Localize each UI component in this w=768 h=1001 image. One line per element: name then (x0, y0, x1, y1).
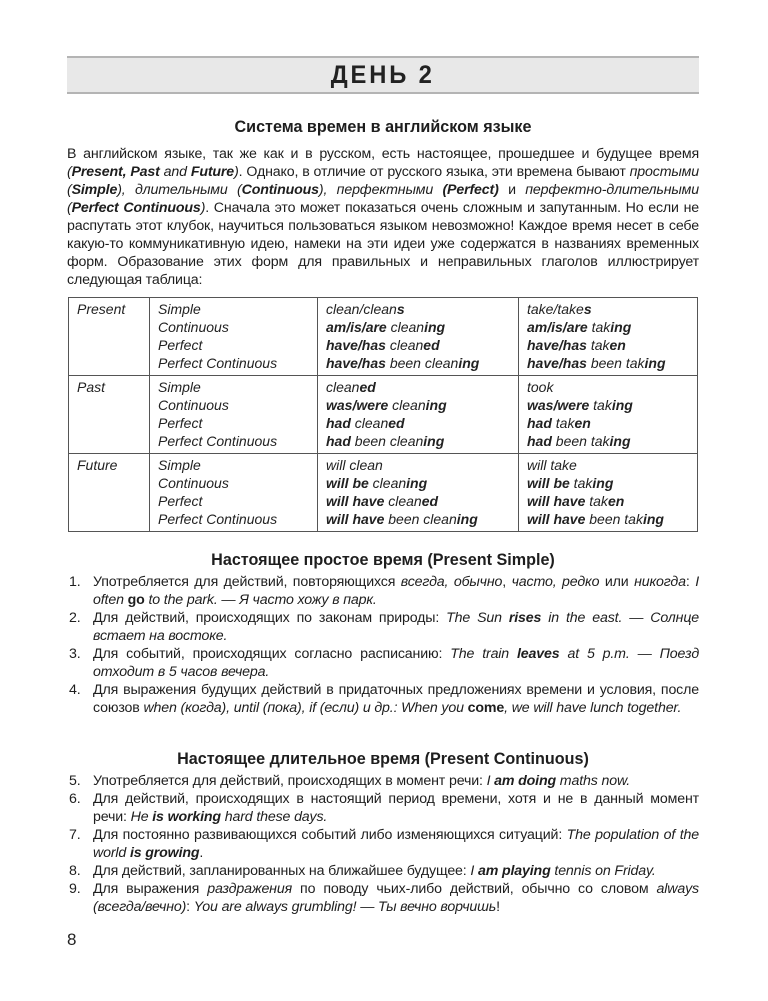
list-item: 1. Употребляется для действий, повторяющихся всегда, обычно, часто, редко или никогда: I often go to the park. — Я часто хожу в парк. (69, 574, 699, 608)
present-simple-usage-list (67, 573, 699, 717)
regular-verb-cell: cleaned was/were cleaning had cleaned had been cleaning (318, 376, 519, 454)
aspect-cell: Simple Continuous Perfect Perfect Continuous (150, 454, 318, 532)
list-item-number: 5. (69, 773, 81, 789)
list-item: 6. Для действий, происходящих в настоящий период времени, хотя и не в данный момент речи: He is working hard these days. (69, 791, 699, 825)
irregular-verb-cell: took was/were taking had taken had been taking (519, 376, 698, 454)
list-item-number: 6. (69, 791, 81, 807)
list-item-number: 7. (69, 827, 81, 843)
tense-cell: Past (69, 376, 150, 454)
tense-formation-table (68, 297, 698, 532)
table-row (69, 298, 698, 376)
tense-cell: Present (69, 298, 150, 376)
irregular-verb-cell: take/takes am/is/are taking have/has taken have/has been taking (519, 298, 698, 376)
irregular-verb-cell: will take will be taking will have taken will have been taking (519, 454, 698, 532)
page-number: 8 (67, 930, 77, 949)
day-title: ДЕНЬ 2 (331, 60, 435, 89)
tense-cell: Future (69, 454, 150, 532)
table-row (69, 376, 698, 454)
regular-verb-cell: clean/cleans am/is/are cleaning have/has cleaned have/has been cleaning (318, 298, 519, 376)
list-item-number: 3. (69, 646, 81, 662)
present-continuous-usage-list (67, 772, 699, 916)
section-heading-present-simple: Настоящее простое время (Present Simple) (211, 550, 555, 569)
section-heading-present-continuous: Настоящее длительное время (Present Continuous) (177, 749, 589, 768)
regular-verb-cell: will clean will be cleaning will have cleaned will have been cleaning (318, 454, 519, 532)
list-item: 4. Для выражения будущих действий в придаточных предложениях времени и условия, после союзов when (когда), until (пока), if (если) и др.: When you come, we will have lunch together. (69, 682, 699, 716)
list-item: 5. Употребляется для действий, происходящих в момент речи: I am doing maths now. (69, 773, 631, 789)
list-item-number: 9. (69, 881, 81, 897)
list-item: 2. Для действий, происходящих по законам природы: The Sun rises in the east. — Солнце встает на востоке. (69, 610, 700, 644)
intro-paragraph: В английском языке, так же как и в русском, есть настоящее, прошедшее и будущее время (Present, Past and Future). Однако, в отличие от русского языка, эти времена бывают простыми (Simple), длительными (Continuous), перфектными (Perfect) и перфектно-длительными (Perfect Continuous). Сначала это может показаться очень сложным и запутанным. Но если не распутать этот клубок, научиться пользоваться языком невозможно! Каждое время несет в себе какую-то коммуникативную идею, намеки на эти идеи уже содержатся в названиях временных форм. Образование этих форм для правильных и неправильных глаголов иллюстрирует следующая таблица: (67, 146, 699, 288)
aspect-cell: Simple Continuous Perfect Perfect Continuous (150, 298, 318, 376)
aspect-cell: Simple Continuous Perfect Perfect Continuous (150, 376, 318, 454)
list-item-number: 4. (69, 682, 81, 698)
list-item: 8. Для действий, запланированных на ближайшее будущее: I am playing tennis on Friday. (69, 863, 656, 879)
list-item-number: 1. (69, 574, 81, 590)
list-item-number: 8. (69, 863, 81, 879)
table-row (69, 454, 698, 532)
list-item: 3. Для событий, происходящих согласно расписанию: The train leaves at 5 p.m. — Поезд отходит в 5 часов вечера. (69, 646, 700, 680)
day-header-bar (67, 56, 699, 94)
list-item: 7. Для постоянно развивающихся событий либо изменяющихся ситуаций: The population of the world is growing. (69, 827, 699, 861)
tense-table-body (69, 298, 698, 532)
section-heading-tense-system: Система времен в английском языке (234, 117, 532, 136)
list-item: 9. Для выражения раздражения по поводу чьих-либо действий, обычно со словом always (всегда/вечно): You are always grumbling! — Ты вечно ворчишь! (69, 881, 699, 915)
list-item-number: 2. (69, 610, 81, 626)
